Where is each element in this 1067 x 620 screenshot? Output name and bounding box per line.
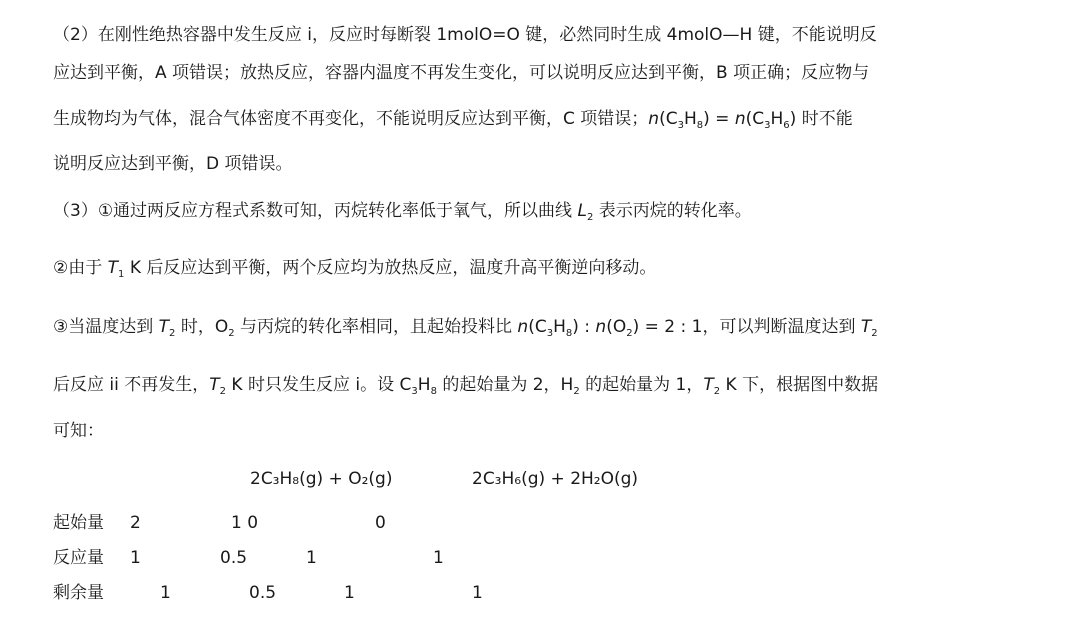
equation-left: 2C₃H₈(g) + O₂(g) xyxy=(250,469,393,489)
reacted-c3h8: 1 xyxy=(130,548,141,568)
equals-sign: = xyxy=(715,109,730,129)
para3-line1 xyxy=(53,200,752,222)
para2-line3-text: 生成物均为气体，混合气体密度不再变化，不能说明反应达到平衡，C 项错误； xyxy=(53,109,649,129)
L-symbol: L xyxy=(577,201,587,221)
remaining-h2o: 1 xyxy=(472,583,483,603)
para3-line3-pre: ③当温度达到 xyxy=(53,317,159,337)
equation-right: 2C₃H₆(g) + 2H₂O(g) xyxy=(472,469,639,489)
para3-line1-text: （3）①通过两反应方程式系数可知，丙烷转化率低于氧气，所以曲线 xyxy=(53,201,578,221)
n-symbol: n xyxy=(648,109,660,129)
para2-line1: （2）在刚性绝热容器中发生反应 i，反应时每断裂 1molO=O 键，必然同时生成 4molO—H 键，不能说明反 xyxy=(53,25,877,45)
reacted-h2o: 1 xyxy=(433,548,444,568)
para3-line4-mid: 的起始量为 2，H xyxy=(436,375,574,395)
para2-line3: 生成物均为气体，混合气体密度不再变化，不能说明反应达到平衡，C 项错误；$n(C_3H_8) = n(C_3H_6)$ 时不能 xyxy=(53,109,853,131)
ratio-text: = 2 : 1，可以判断温度达到 xyxy=(644,317,861,337)
T1-subscript: 1 xyxy=(118,269,125,280)
remaining-o2: 0.5 xyxy=(249,583,277,603)
T1-symbol: T xyxy=(107,258,119,278)
para3-line1-end: 表示丙烷的转化率。 xyxy=(593,201,752,221)
para3-line3-mid: 时，O xyxy=(175,317,229,337)
initial-o2: 1 0 xyxy=(231,513,259,533)
para3-line4: 后反应 ii 不再发生，$T_2$ K 时只发生反应 i。设 $C_3H_8$ 的起始量为 2，$H_2$ 的起始量为 1，$T_2$ K 下，根据图中数据 xyxy=(53,375,879,397)
T2-symbol: T xyxy=(158,317,170,337)
para3-line4-pre: 后反应 ii 不再发生， xyxy=(53,375,210,395)
reacted-c3h6: 1 xyxy=(306,548,317,568)
remaining-c3h6: 1 xyxy=(344,583,355,603)
para3-line4-k: K 时只发生反应 i。设 C xyxy=(226,375,412,395)
remaining-c3h8: 1 xyxy=(160,583,171,603)
T2-subscript: 2 xyxy=(169,328,176,339)
row-label-reacted: 反应量 xyxy=(53,548,104,568)
para3-line3: ③当温度达到 $T_2$ 时，$O_2$ 与丙烷的转化率相同，且起始投料比 $n(C_3H_8)$ : $n(O_2) = 2$ : 1，可以判断温度达到 $T_2$ xyxy=(53,317,878,339)
para3-line5: 可知： xyxy=(53,421,104,441)
L-subscript: 2 xyxy=(586,212,594,223)
row-label-initial: 起始量 xyxy=(53,513,104,533)
para3-line2 xyxy=(53,257,656,279)
para2-line3-end: 时不能 xyxy=(801,109,853,129)
para3-line2-end: K 后反应达到平衡，两个反应均为放热反应，温度升高平衡逆向移动。 xyxy=(124,258,657,278)
initial-c3h8: 2 xyxy=(130,513,141,533)
para3-line4-mid2: 的起始量为 1， xyxy=(579,375,704,395)
initial-c3h6: 0 xyxy=(375,513,386,533)
para3-line3-mid2: 与丙烷的转化率相同，且起始投料比 xyxy=(234,317,518,337)
para3-line4-end: K 下，根据图中数据 xyxy=(720,375,879,395)
row-label-remaining: 剩余量 xyxy=(53,583,104,603)
para2-line2: 应达到平衡，A 项错误；放热反应，容器内温度不再发生变化，可以说明反应达到平衡，B 项正确；反应物与 xyxy=(53,63,870,83)
O2-subscript: 2 xyxy=(228,328,235,339)
reacted-o2: 0.5 xyxy=(220,548,248,568)
para2-line4: 说明反应达到平衡，D 项错误。 xyxy=(53,154,293,174)
para3-line2-pre: ②由于 xyxy=(53,258,108,278)
